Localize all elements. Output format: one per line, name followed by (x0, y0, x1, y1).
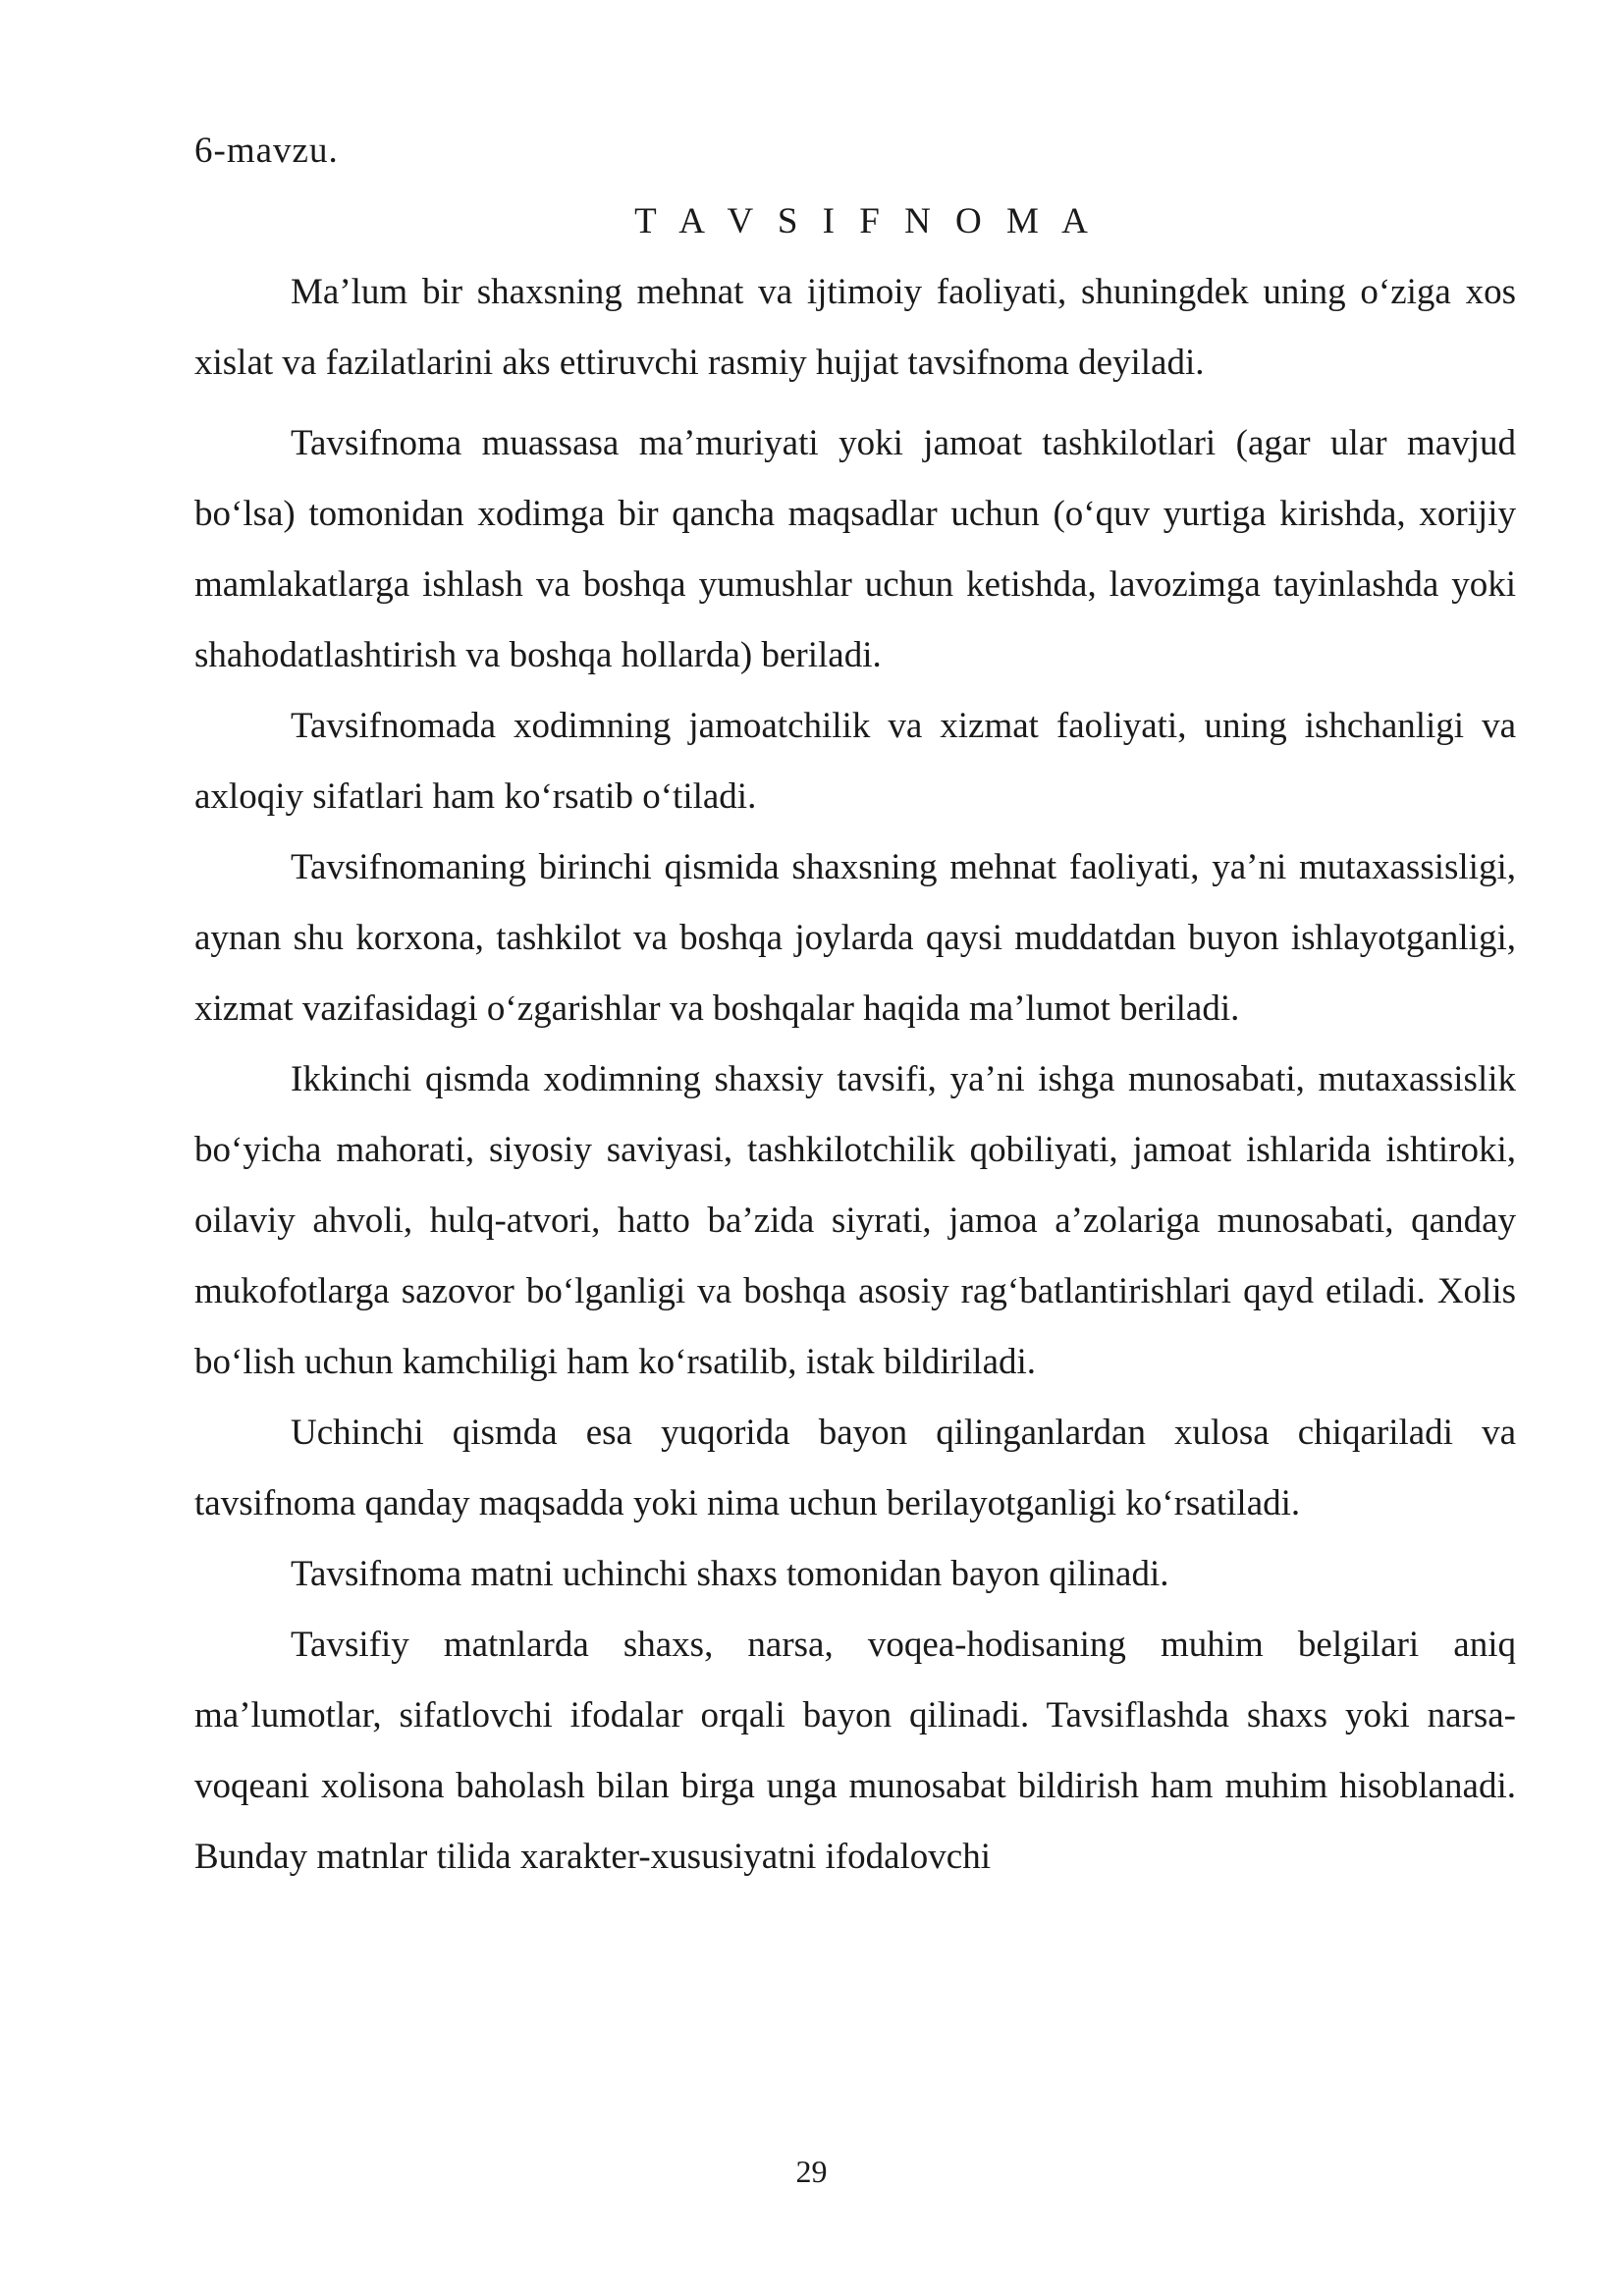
paragraph-third-person: Tavsifnoma matni uchinchi shaxs tomonidan bayon qilinadi. (291, 1554, 1169, 1594)
paragraph-purpose: Tavsifnoma muassasa ma’muriyati yoki jamoat tashkilotlari (agar ular mavjud bo‘lsa) tomonidan xodimga bir qancha maqsadlar uchun (o‘quv yurtiga kirishda, xorijiy mamlakatlarga ishlash va boshqa yumushlar uchun ketishda, lavozimga tayinlashda yoki shahodatlashtirish va boshqa hollarda) beriladi. (194, 423, 1516, 675)
paragraph-definition: Ma’lum bir shaxsning mehnat va ijtimoiy faoliyati, shuningdek uning o‘ziga xos xislat va fazilatlarini aks ettiruvchi rasmiy hujjat tavsifnoma deyiladi. (194, 272, 1516, 383)
paragraph-third-part: Uchinchi qismda esa yuqorida bayon qilinganlardan xulosa chiqariladi va tavsifnoma qanday maqsadda yoki nima uchun berilayotganligi ko‘rsatiladi. (194, 1413, 1516, 1523)
paragraph-descriptive-texts: Tavsifiy matnlarda shaxs, narsa, voqea-hodisaning muhim belgilari aniq ma’lumotlar, sifatlovchi ifodalar orqali bayon qilinadi. Tavsiflashda shaxs yoki narsa-voqeani xolisona baholash bilan birga unga munosabat bildirish ham muhim hisoblanadi. Bunday matnlar tilida xarakter-xususiyatni ifodalovchi (194, 1625, 1516, 1877)
document-title: T A V S I F N O M A (634, 201, 1096, 241)
page-number: 29 (795, 2154, 828, 2189)
topic-label: 6-mavzu. (194, 131, 339, 171)
document-page (194, 116, 1516, 1893)
paragraph-content: Tavsifnomada xodimning jamoatchilik va xizmat faoliyati, uning ishchanligi va axloqiy sifatlari ham ko‘rsatib o‘tiladi. (194, 706, 1516, 817)
paragraph-second-part: Ikkinchi qismda xodimning shaxsiy tavsifi, ya’ni ishga munosabati, mutaxassislik bo‘yicha mahorati, siyosiy saviyasi, tashkilotchilik qobiliyati, jamoat ishlarida ishtiroki, oilaviy ahvoli, hulq-atvori, hatto ba’zida siyrati, jamoa a’zolariga munosabati, qanday mukofotlarga sazovor bo‘lganligi va boshqa asosiy rag‘batlantirishlari qayd etiladi. Xolis bo‘lish uchun kamchiligi ham ko‘rsatilib, istak bildiriladi. (194, 1059, 1516, 1382)
paragraph-first-part: Tavsifnomaning birinchi qismida shaxsning mehnat faoliyati, ya’ni mutaxassisligi, aynan shu korxona, tashkilot va boshqa joylarda qaysi muddatdan buyon ishlayotganligi, xizmat vazifasidagi o‘zgarishlar va boshqalar haqida ma’lumot beriladi. (194, 847, 1516, 1029)
